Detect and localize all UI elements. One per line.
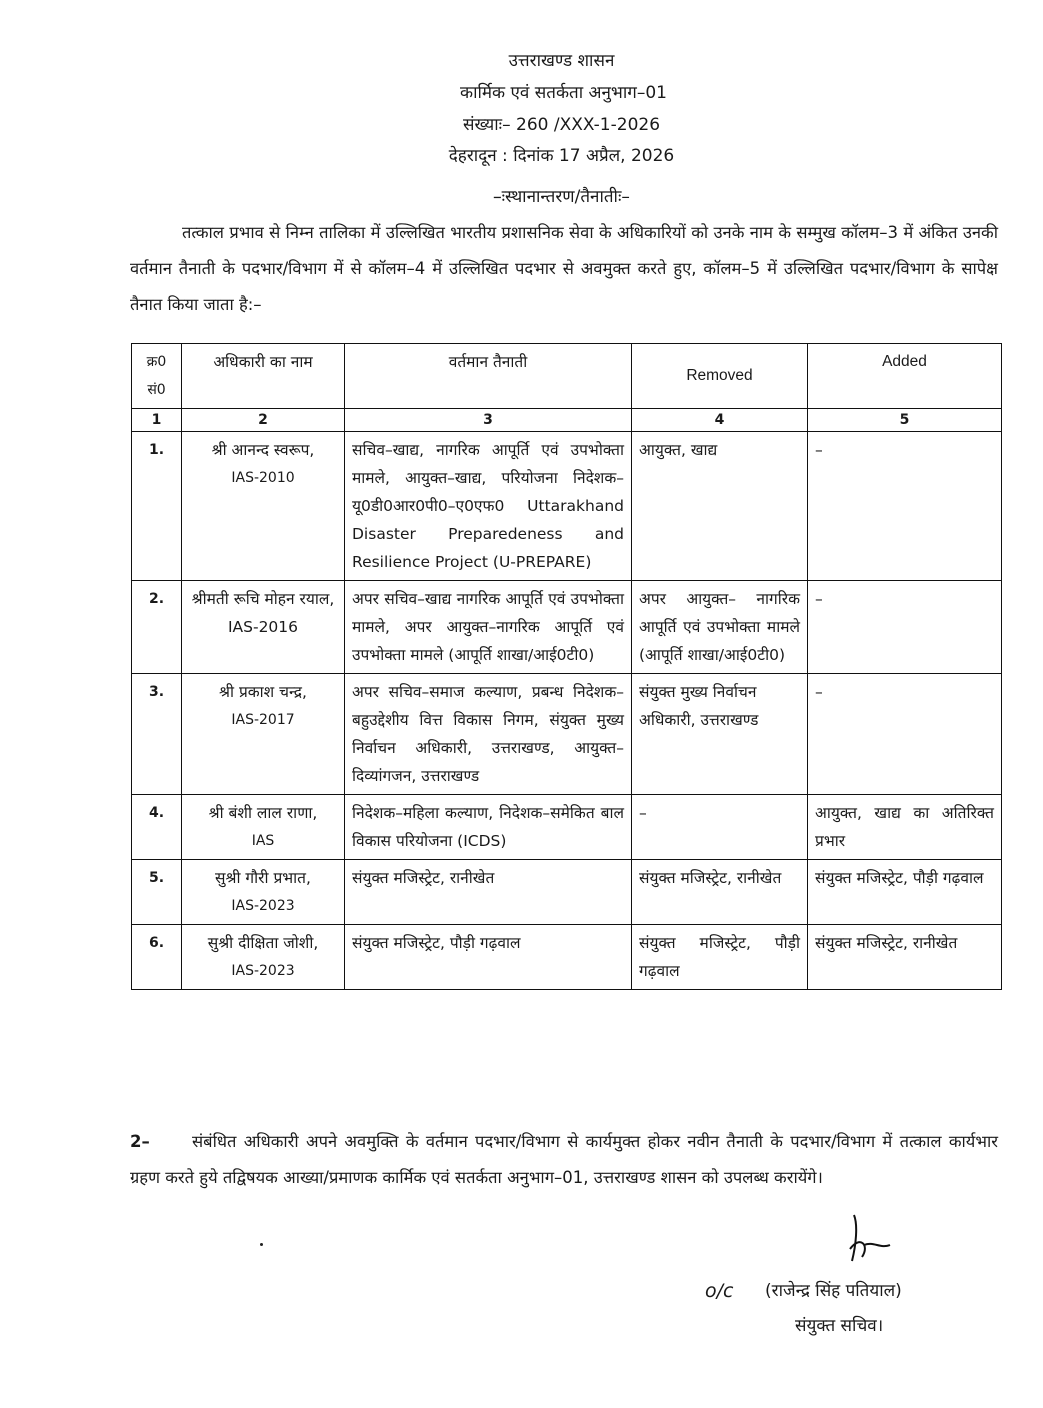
closing-paragraph [130,1124,998,1196]
row-added: – [808,674,1002,795]
row-current: अपर सचिव–खाद्य नागरिक आपूर्ति एवं उपभोक्ता मामले, अपर आयुक्त–नागरिक आपूर्ति एवं उपभोक्ता मामले (आपूर्ति शाखा/आई0टी0) [345,581,632,674]
row-added: संयुक्त मजिस्ट्रेट, रानीखेत [808,925,1002,990]
row-removed: संयुक्त मजिस्ट्रेट, पौड़ी गढ़वाल [632,925,808,990]
letter-number: संख्याः– 260 /XXX-1-2026 [462,115,661,135]
row-sn: 2. [132,581,182,674]
intro-paragraph: तत्काल प्रभाव से निम्न तालिका में उल्लिखित भारतीय प्रशासनिक सेवा के अधिकारियों को उनके नाम के सम्मुख कॉलम–3 में अंकित उनकी वर्तमान तैनाती के पदभार/विभाग में से कॉलम–4 में उल्लिखित पदभार से अवमुक्त करते हुए, कॉलम–5 में उल्लिखित पदभार/विभाग के सापेक्ष तैनात किया जाता है:– [130,223,998,314]
row-name [182,860,345,925]
header-name: अधिकारी का नाम [182,344,345,409]
officer-name: सुश्री दीक्षिता जोशी, [207,934,319,952]
row-sn: 5. [132,860,182,925]
table-row [132,860,1002,925]
row-name [182,925,345,990]
scan-dot [260,1243,263,1246]
officer-service: IAS-2023 [231,898,295,914]
section-heading: कार्मिक एवं सतर्कता अनुभाग–01 [460,83,667,103]
header-removed: Removed [632,344,808,409]
officer-name: श्री बंशी लाल राणा, [208,804,318,822]
header-current: वर्तमान तैनाती [345,344,632,409]
row-name [182,581,345,674]
table-row [132,925,1002,990]
row-removed: संयुक्त मुख्य निर्वाचन अधिकारी, उत्तराखण्ड [632,674,808,795]
table-row [132,674,1002,795]
row-removed: आयुक्त, खाद्य [632,432,808,581]
row-sn: 1. [132,432,182,581]
paragraph-number: 2– [130,1132,150,1151]
header-added: Added [808,344,1002,409]
row-added: आयुक्त, खाद्य का अतिरिक्त प्रभार [808,795,1002,860]
department-heading: उत्तराखण्ड शासन [508,51,615,71]
signatory-designation: संयुक्त सचिव। [795,1316,884,1336]
signature-mark [840,1205,900,1267]
header-sn: क्र0 सं0 [132,344,182,409]
table-header-row [132,344,1002,409]
transfer-table [131,343,1002,990]
officer-name: श्री प्रकाश चन्द्र, [219,683,307,701]
colnum-2: 2 [182,409,345,432]
colnum-1: 1 [132,409,182,432]
row-added: – [808,432,1002,581]
ol-mark: o/c [705,1280,734,1302]
row-sn: 6. [132,925,182,990]
officer-name: श्री आनन्द स्वरूप, [211,441,315,459]
row-name [182,795,345,860]
colnum-3: 3 [345,409,632,432]
colnum-4: 4 [632,409,808,432]
table-row [132,581,1002,674]
row-sn: 4. [132,795,182,860]
row-sn: 3. [132,674,182,795]
row-name [182,674,345,795]
table-row [132,432,1002,581]
officer-name: श्रीमती रूचि मोहन रयाल, IAS-2016 [191,590,335,636]
row-added: – [808,581,1002,674]
officer-service: IAS-2010 [231,470,295,486]
row-added: संयुक्त मजिस्ट्रेट, पौड़ी गढ़वाल [808,860,1002,925]
row-current: संयुक्त मजिस्ट्रेट, रानीखेत [345,860,632,925]
officer-service: IAS-2023 [231,963,295,979]
signatory-name: (राजेन्द्र सिंह पतियाल) [765,1281,902,1301]
column-number-row [132,409,1002,432]
subject-heading: –ःस्थानान्तरण/तैनातीः– [493,187,630,207]
officer-name: सुश्री गौरी प्रभात, [215,869,311,887]
row-current: निदेशक–महिला कल्याण, निदेशक–समेकित बाल विकास परियोजना (ICDS) [345,795,632,860]
row-current: अपर सचिव–समाज कल्याण, प्रबन्ध निदेशक– बहुउद्देशीय वित्त विकास निगम, संयुक्त मुख्य निर्वाचन अधिकारी, उत्तराखण्ड, आयुक्त–दिव्यांगजन, उत्तराखण्ड [345,674,632,795]
paragraph-text: संबंधित अधिकारी अपने अवमुक्ति के वर्तमान पदभार/विभाग से कार्यमुक्त होकर नवीन तैनाती के पदभार/विभाग में तत्काल कार्यभार ग्रहण करते हुये तद्विषयक आख्या/प्रमाणक कार्मिक एवं सतर्कता अनुभाग–01, उत्तराखण्ड शासन को उपलब्ध करायेंगे। [130,1132,998,1187]
row-name [182,432,345,581]
row-removed: संयुक्त मजिस्ट्रेट, रानीखेत [632,860,808,925]
row-current: संयुक्त मजिस्ट्रेट, पौड़ी गढ़वाल [345,925,632,990]
row-current: सचिव–खाद्य, नागरिक आपूर्ति एवं उपभोक्ता मामले, आयुक्त–खाद्य, परियोजना निदेशक– यू0डी0आर0पी0–ए0एफ0 Uttarakhand Disaster Preparedeness and Resilience Project (U-PREPARE) [345,432,632,581]
officer-service: IAS [251,833,275,849]
letter-date: देहरादून : दिनांक 17 अप्रैल, 2026 [448,146,675,166]
colnum-5: 5 [808,409,1002,432]
officer-service: IAS-2017 [231,712,295,728]
table-row [132,795,1002,860]
row-removed: – [632,795,808,860]
row-removed: अपर आयुक्त– नागरिक आपूर्ति एवं उपभोक्ता मामले (आपूर्ति शाखा/आई0टी0) [632,581,808,674]
